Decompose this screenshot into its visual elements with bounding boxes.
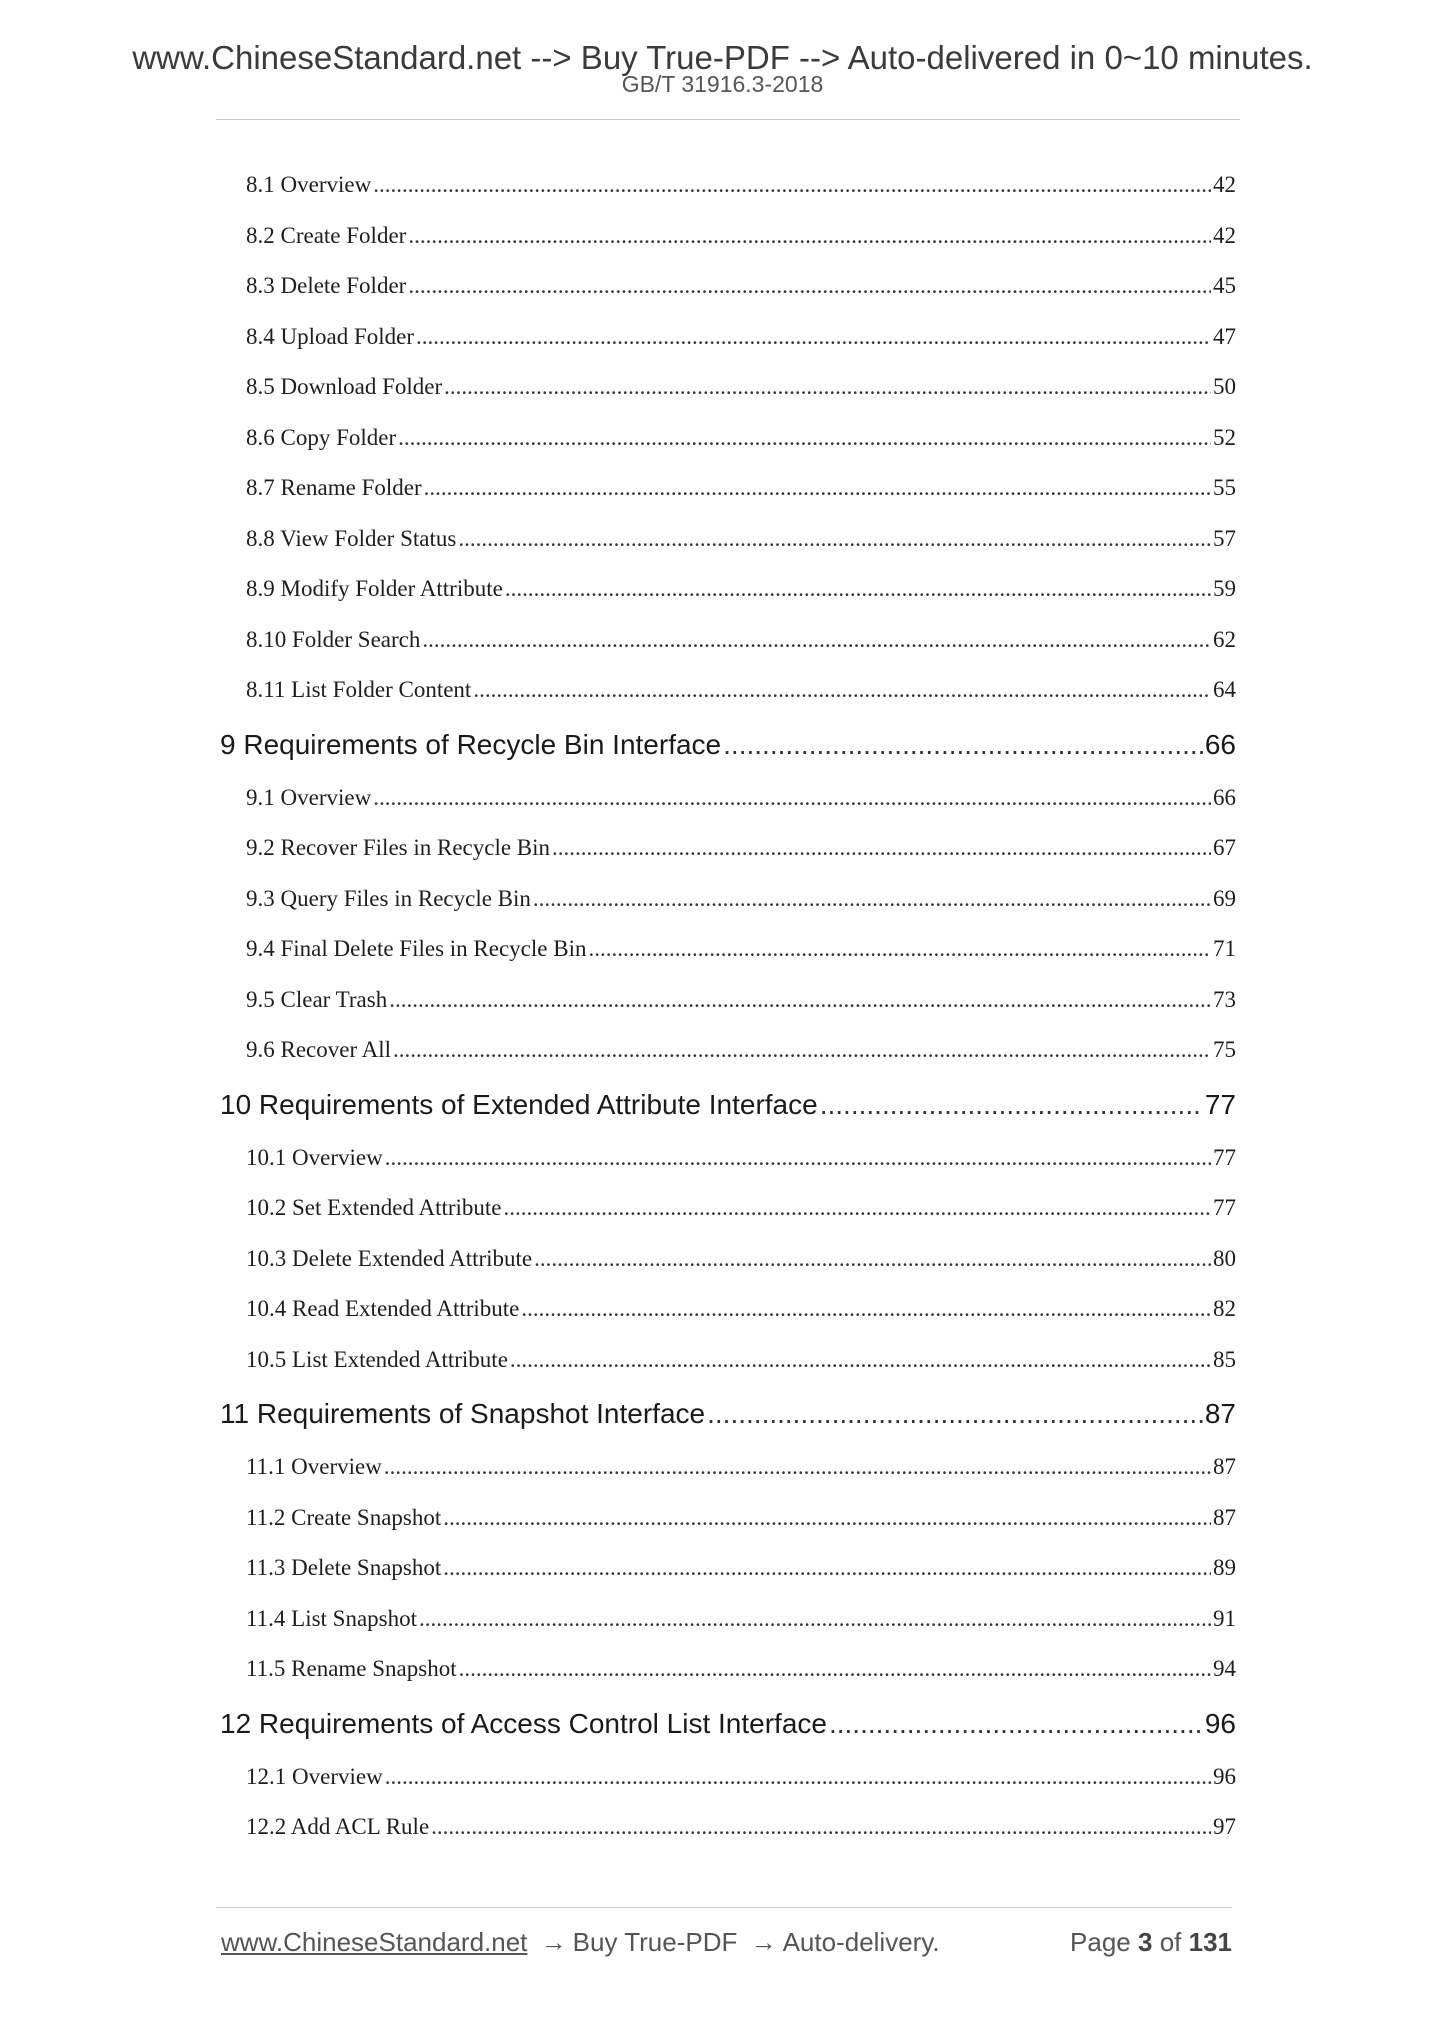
toc-entry-title: 12.2 Add ACL Rule [246, 1814, 430, 1839]
toc-entry-page: 42 [1213, 222, 1236, 248]
toc-entry-title: 10.1 Overview [246, 1144, 383, 1170]
toc-subsection-entry[interactable] [220, 1493, 1236, 1544]
toc-entry-page: 75 [1213, 1037, 1236, 1062]
toc-entry-title: 8.4 Upload Folder [246, 323, 415, 349]
toc-dot-leader [588, 924, 1211, 975]
toc-entry-page: 45 [1213, 273, 1236, 298]
page-label: Page [1070, 1927, 1131, 1957]
toc-subsection-entry[interactable] [220, 1183, 1236, 1234]
footer-delivery-text: Auto-delivery. [782, 1927, 940, 1957]
toc-subsection-entry[interactable] [220, 413, 1236, 464]
toc-dot-leader [510, 1335, 1211, 1386]
toc-entry-page: 94 [1213, 1656, 1236, 1681]
toc-entry-page: 69 [1213, 885, 1236, 911]
toc-entry-page: 66 [1213, 784, 1236, 810]
toc-dot-leader [393, 1025, 1211, 1076]
toc-entry-page: 73 [1213, 986, 1236, 1012]
toc-entry-title: 10.4 Read Extended Attribute [246, 1296, 520, 1321]
toc-dot-leader [424, 463, 1211, 514]
footer-buy-text: Buy True-PDF [572, 1927, 738, 1957]
toc-subsection-entry[interactable] [220, 1234, 1236, 1285]
header-divider [216, 119, 1240, 120]
toc-entry-title: 9.1 Overview [246, 784, 372, 810]
toc-entry-title: 11.4 List Snapshot [246, 1605, 418, 1631]
toc-entry-page: 47 [1213, 323, 1236, 349]
toc-entry-title: 8.2 Create Folder [246, 222, 407, 248]
toc-dot-leader [458, 514, 1211, 565]
toc-entry-page: 82 [1213, 1296, 1236, 1321]
toc-subsection-entry[interactable] [220, 1644, 1236, 1695]
toc-entry-page: 77 [1204, 1088, 1236, 1120]
page-footer [221, 1927, 1232, 1957]
toc-entry-title: 9 Requirements of Recycle Bin Interface [220, 728, 722, 760]
footer-divider [216, 1907, 1232, 1908]
toc-entry-page: 62 [1213, 626, 1236, 652]
toc-entry-page: 71 [1213, 936, 1236, 961]
toc-entry-page: 55 [1213, 475, 1236, 500]
toc-subsection-entry[interactable] [220, 1133, 1236, 1184]
toc-subsection-entry[interactable] [220, 564, 1236, 615]
toc-subsection-entry[interactable] [220, 1442, 1236, 1493]
toc-subsection-entry[interactable] [220, 1752, 1236, 1803]
toc-subsection-entry[interactable] [220, 1335, 1236, 1386]
toc-entry-title: 9.5 Clear Trash [246, 986, 388, 1012]
toc-entry-title: 10.2 Set Extended Attribute [246, 1195, 502, 1220]
toc-entry-page: 91 [1213, 1605, 1236, 1631]
toc-entry-page: 87 [1204, 1398, 1236, 1429]
toc-entry-title: 8.7 Rename Folder [246, 475, 422, 500]
toc-dot-leader [416, 312, 1211, 363]
page-current: 3 [1137, 1927, 1153, 1957]
toc-dot-leader [521, 1284, 1211, 1335]
toc-dot-leader [505, 564, 1211, 615]
arrow-right-icon: → [540, 1927, 567, 1957]
page-indicator [1070, 1927, 1232, 1957]
toc-dot-leader [385, 1752, 1211, 1803]
toc-dot-leader [707, 1385, 1203, 1442]
toc-entry-page: 87 [1213, 1454, 1236, 1479]
toc-section-entry[interactable] [220, 1695, 1236, 1752]
toc-dot-leader [373, 160, 1211, 211]
page-total: 131 [1188, 1927, 1232, 1957]
toc-dot-leader [431, 1802, 1211, 1853]
page-of: of [1159, 1927, 1182, 1957]
toc-dot-leader [444, 362, 1211, 413]
toc-subsection-entry[interactable] [220, 312, 1236, 363]
toc-dot-leader [408, 261, 1211, 312]
toc-dot-leader [398, 413, 1211, 464]
toc-subsection-entry[interactable] [220, 1284, 1236, 1335]
toc-entry-page: 89 [1213, 1555, 1236, 1580]
toc-entry-page: 59 [1213, 576, 1236, 601]
toc-entry-title: 9.6 Recover All [246, 1037, 391, 1062]
toc-entry-title: 12.1 Overview [246, 1763, 383, 1789]
toc-dot-leader [723, 716, 1203, 773]
toc-entry-page: 50 [1213, 374, 1236, 399]
toc-subsection-entry[interactable] [220, 1543, 1236, 1594]
toc-entry-title: 11.1 Overview [246, 1454, 382, 1479]
toc-entry-page: 42 [1213, 172, 1236, 197]
toc-entry-page: 57 [1213, 525, 1236, 551]
toc-subsection-entry[interactable] [220, 1025, 1236, 1076]
toc-subsection-entry[interactable] [220, 665, 1236, 716]
toc-subsection-entry[interactable] [220, 823, 1236, 874]
toc-dot-leader [504, 1183, 1211, 1234]
toc-dot-leader [443, 1493, 1211, 1544]
toc-dot-leader [820, 1076, 1203, 1133]
toc-subsection-entry[interactable] [220, 874, 1236, 925]
toc-entry-title: 8.11 List Folder Content [246, 677, 472, 702]
table-of-contents [220, 160, 1236, 1853]
toc-entry-title: 11.3 Delete Snapshot [246, 1555, 442, 1580]
toc-entry-title: 10.5 List Extended Attribute [246, 1346, 508, 1372]
toc-entry-page: 77 [1213, 1195, 1236, 1220]
toc-entry-page: 97 [1213, 1814, 1236, 1839]
toc-entry-title: 9.3 Query Files in Recycle Bin [246, 885, 531, 911]
toc-entry-page: 52 [1213, 424, 1236, 450]
toc-subsection-entry[interactable] [220, 773, 1236, 824]
toc-entry-title: 9.4 Final Delete Files in Recycle Bin [246, 936, 587, 961]
toc-subsection-entry[interactable] [220, 1594, 1236, 1645]
toc-entry-page: 77 [1213, 1144, 1236, 1170]
toc-subsection-entry[interactable] [220, 924, 1236, 975]
toc-subsection-entry[interactable] [220, 514, 1236, 565]
toc-entry-page: 80 [1213, 1245, 1236, 1271]
toc-dot-leader [473, 665, 1211, 716]
toc-subsection-entry[interactable] [220, 160, 1236, 211]
toc-dot-leader [385, 1133, 1211, 1184]
toc-entry-title: 8.10 Folder Search [246, 626, 421, 652]
document-code: GB/T 31916.3-2018 [621, 71, 824, 97]
toc-entry-page: 64 [1213, 677, 1236, 702]
toc-entry-title: 8.6 Copy Folder [246, 424, 397, 450]
toc-entry-title: 10 Requirements of Extended Attribute Interface [220, 1088, 818, 1120]
toc-dot-leader [533, 874, 1211, 925]
toc-section-entry[interactable] [220, 716, 1236, 773]
toc-entry-title: 8.9 Modify Folder Attribute [246, 576, 503, 601]
arrow-right-icon: → [750, 1927, 777, 1957]
toc-subsection-entry[interactable] [220, 975, 1236, 1026]
toc-subsection-entry[interactable] [220, 1802, 1236, 1853]
toc-dot-leader [422, 615, 1211, 666]
toc-dot-leader [373, 773, 1211, 824]
toc-dot-leader [408, 211, 1211, 262]
toc-entry-title: 8.3 Delete Folder [246, 273, 407, 298]
toc-subsection-entry[interactable] [220, 261, 1236, 312]
footer-site-link[interactable]: www.ChineseStandard.net [221, 1927, 528, 1957]
toc-dot-leader [443, 1543, 1211, 1594]
toc-section-entry[interactable] [220, 1385, 1236, 1442]
toc-dot-leader [552, 823, 1211, 874]
toc-entry-page: 85 [1213, 1346, 1236, 1372]
toc-dot-leader [384, 1442, 1211, 1493]
toc-entry-title: 11 Requirements of Snapshot Interface [220, 1398, 706, 1429]
toc-subsection-entry[interactable] [220, 615, 1236, 666]
toc-entry-title: 8.5 Download Folder [246, 374, 443, 399]
toc-entry-title: 9.2 Recover Files in Recycle Bin [246, 835, 551, 860]
toc-dot-leader [829, 1695, 1203, 1752]
toc-entry-title: 11.5 Rename Snapshot [246, 1656, 457, 1681]
toc-entry-title: 8.1 Overview [246, 172, 372, 197]
toc-entry-page: 96 [1204, 1707, 1236, 1739]
toc-entry-title: 12 Requirements of Access Control List Interface [220, 1707, 827, 1739]
toc-entry-page: 66 [1204, 728, 1236, 760]
toc-entry-page: 96 [1213, 1763, 1236, 1789]
toc-section-entry[interactable] [220, 1076, 1236, 1133]
toc-subsection-entry[interactable] [220, 211, 1236, 262]
toc-entry-page: 87 [1213, 1504, 1236, 1530]
toc-entry-title: 10.3 Delete Extended Attribute [246, 1245, 533, 1271]
toc-dot-leader [419, 1594, 1211, 1645]
toc-entry-title: 8.8 View Folder Status [246, 525, 457, 551]
toc-subsection-entry[interactable] [220, 463, 1236, 514]
toc-dot-leader [459, 1644, 1211, 1695]
toc-dot-leader [534, 1234, 1211, 1285]
toc-dot-leader [389, 975, 1211, 1026]
toc-entry-page: 67 [1213, 835, 1236, 860]
toc-subsection-entry[interactable] [220, 362, 1236, 413]
site-banner: www.ChineseStandard.net --> Buy True-PDF --> Auto-delivered in 0~10 minutes. [132, 39, 1313, 76]
toc-entry-title: 11.2 Create Snapshot [246, 1504, 442, 1530]
